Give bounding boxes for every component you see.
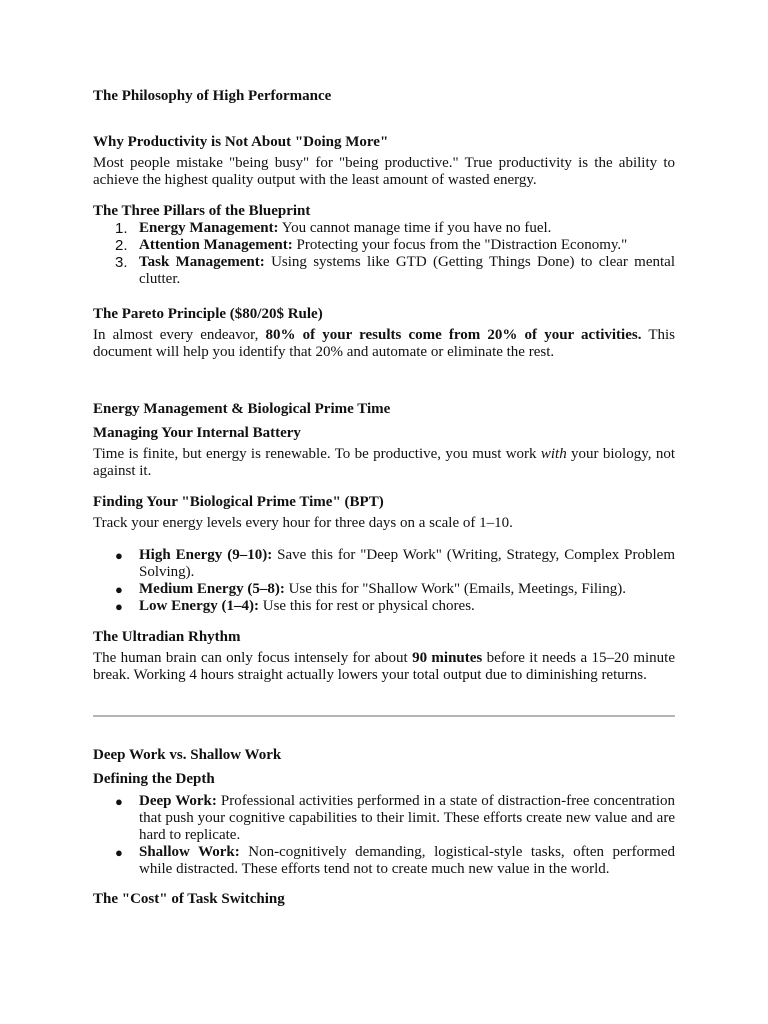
bpt-section [93, 494, 675, 532]
pareto-heading: The Pareto Principle ($80/20$ Rule) [93, 306, 323, 322]
section-title-philosophy: The Philosophy of High Performance [93, 88, 332, 104]
depth-list [93, 793, 675, 878]
productivity-text: Most people mistake "being busy" for "being productive." True productivity is the ability to achieve the highest quality output with the least amount of wasted energy. [93, 155, 675, 188]
energy-levels-list [93, 547, 675, 615]
list-item: 1. Energy Management: You cannot manage time if you have no fuel. [115, 220, 552, 237]
list-item: ● High Energy (9–10): Save this for "Deep Work" (Writing, Strategy, Complex Problem Solving). [115, 547, 675, 580]
pillars-list [93, 220, 675, 288]
battery-heading: Managing Your Internal Battery [93, 425, 301, 441]
depth-heading: Defining the Depth [93, 771, 215, 787]
ultradian-section [93, 629, 675, 684]
list-item: ● Medium Energy (5–8): Use this for "Shallow Work" (Emails, Meetings, Filing). [115, 581, 626, 597]
list-item: 2. Attention Management: Protecting your focus from the "Distraction Economy." [115, 237, 628, 254]
bpt-text: Track your energy levels every hour for three days on a scale of 1–10. [93, 515, 513, 531]
section-title-energy: Energy Management & Biological Prime Time [93, 401, 391, 417]
productivity-section [93, 134, 675, 189]
ultradian-heading: The Ultradian Rhythm [93, 629, 241, 645]
bpt-heading: Finding Your "Biological Prime Time" (BPT) [93, 494, 384, 510]
pillars-section [93, 203, 675, 288]
pareto-section [93, 306, 675, 361]
list-item: 3. Task Management: Using systems like GTD (Getting Things Done) to clear mental clutter. [115, 254, 676, 287]
task-switching-heading: The "Cost" of Task Switching [93, 891, 285, 907]
battery-text: Time is finite, but energy is renewable. To be productive, you must work with your biology, not against it. [93, 446, 675, 479]
productivity-heading: Why Productivity is Not About "Doing More" [93, 134, 389, 150]
depth-section [93, 771, 675, 878]
battery-section [93, 425, 675, 480]
energy-levels-section [93, 547, 675, 615]
list-item: ● Shallow Work: Non-cognitively demanding, logistical-style tasks, often performed while distracted. These efforts tend not to create much new value in the world. [115, 844, 675, 877]
list-item: ● Deep Work: Professional activities performed in a state of distraction-free concentration that push your cognitive capabilities to their limit. These efforts create new value and are hard to replicate. [115, 793, 675, 843]
pillars-heading: The Three Pillars of the Blueprint [93, 203, 311, 219]
section-title-deep-work: Deep Work vs. Shallow Work [93, 747, 282, 763]
pareto-text: In almost every endeavor, 80% of your results come from 20% of your activities. This document will help you identify that 20% and automate or eliminate the rest. [93, 327, 675, 360]
list-item: ● Low Energy (1–4): Use this for rest or physical chores. [115, 598, 475, 614]
horizontal-rule [93, 715, 675, 717]
ultradian-text: The human brain can only focus intensely for about 90 minutes before it needs a 15–20 minute break. Working 4 hours straight actually lowers your total output due to diminishing returns. [93, 650, 675, 683]
